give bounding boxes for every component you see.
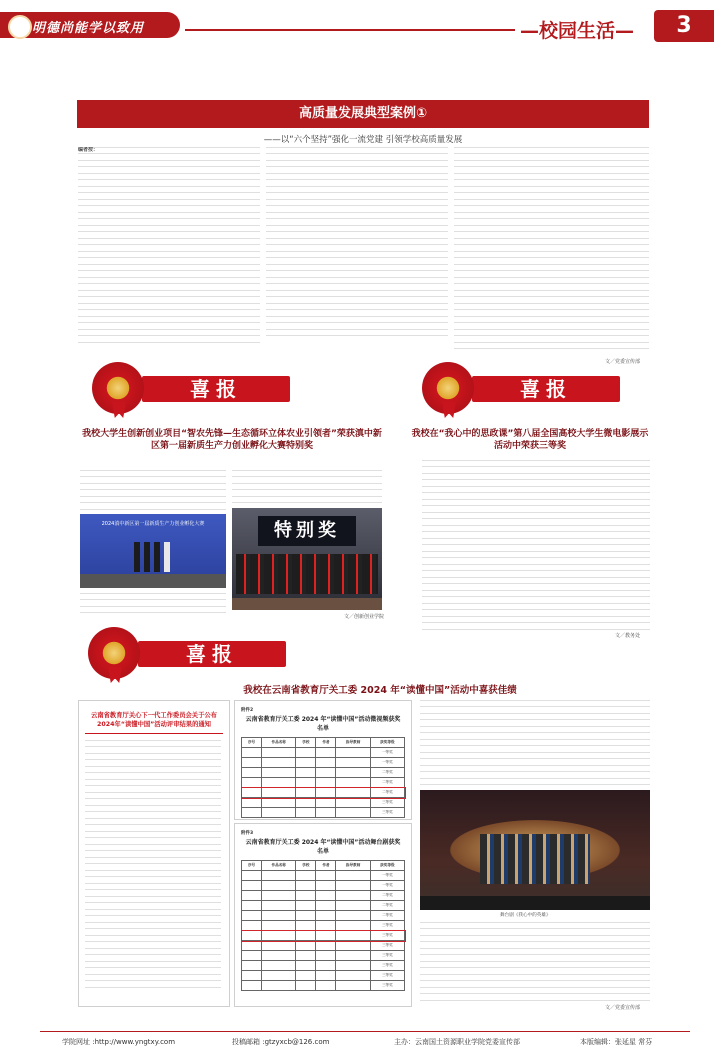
stage-floor xyxy=(80,574,226,588)
page-number: 3 xyxy=(654,10,714,42)
prize-cell: 一等奖 xyxy=(370,758,404,768)
notice-title: 云南省教育厅关心下一代工作委员会关于公布2024年“读懂中国”活动评审结果的通知 xyxy=(91,712,217,728)
award-screen xyxy=(258,516,356,546)
ceremony-backdrop-text: 2024滇中新区第一届新质生产力创业孵化大赛 xyxy=(101,521,205,527)
news1-photo-ceremony xyxy=(80,514,226,588)
table-header-cell: 获奖等级 xyxy=(370,861,404,871)
notice-document xyxy=(78,700,230,1007)
table-row xyxy=(242,911,405,921)
xibao-ribbon xyxy=(138,641,286,667)
feature-column-1 xyxy=(78,147,260,347)
feature-column-2 xyxy=(266,147,448,339)
table-row xyxy=(242,981,405,991)
prize-cell: 三等奖 xyxy=(370,981,404,991)
news1-title: 我校大学生创新创业项目“智农先锋—生态循环立体农业引领者”荣获滇中新区第一届新质生产力创业孵化大赛特别奖 xyxy=(82,429,382,451)
award-screen-text: 特别奖 xyxy=(274,520,340,541)
table-header-cell: 获奖等级 xyxy=(370,738,404,748)
stage-floor xyxy=(420,896,650,910)
person-figure xyxy=(164,542,170,572)
prize-cell: 三等奖 xyxy=(370,808,404,818)
ribbon-tails-icon xyxy=(108,667,122,683)
news3-photo-stage-play xyxy=(420,790,650,910)
table-header-row xyxy=(242,738,405,748)
table-header-cell: 学校 xyxy=(296,738,316,748)
footer-sponsor: 主办：云南国土资源职业学院党委宣传部 xyxy=(394,1038,520,1046)
table-row xyxy=(242,921,405,931)
table-row xyxy=(242,758,405,768)
prize-cell: 三等奖 xyxy=(370,941,404,951)
footer-website: 学院网址 :http://www.yngtxy.com xyxy=(62,1038,176,1046)
feature-banner xyxy=(77,100,649,128)
prize-cell: 一等奖 xyxy=(370,871,404,881)
prize-cell: 二等奖 xyxy=(370,788,404,798)
page-footer xyxy=(0,1027,727,1063)
person-figure xyxy=(144,542,150,572)
table-row xyxy=(242,798,405,808)
xibao-badge-1 xyxy=(92,362,292,414)
person-figure xyxy=(134,542,140,572)
table-row xyxy=(242,768,405,778)
feature-banner-title: 高质量发展典型案例① xyxy=(298,106,427,121)
table-row xyxy=(242,808,405,818)
prize-cell: 三等奖 xyxy=(370,961,404,971)
table-header-cell: 作者 xyxy=(316,738,336,748)
table-header-cell: 指导教师 xyxy=(336,738,370,748)
xibao-ribbon xyxy=(472,376,620,402)
doc3-title: 云南省教育厅关工委 2024 年“读懂中国”活动舞台剧获奖名单 xyxy=(245,839,401,855)
prize-cell: 二等奖 xyxy=(370,911,404,921)
prize-cell: 二等奖 xyxy=(370,778,404,788)
news3-title: 我校在云南省教育厅关工委 2024 年“读懂中国”活动中喜获佳绩 xyxy=(243,685,517,696)
news1-column-2 xyxy=(232,470,382,506)
notice-body xyxy=(85,740,221,990)
table-row xyxy=(242,961,405,971)
table-row xyxy=(242,891,405,901)
person-figure xyxy=(154,542,160,572)
prize-cell: 二等奖 xyxy=(370,891,404,901)
table-header-cell: 学校 xyxy=(296,861,316,871)
news1-signature: 文／创新创业学院 xyxy=(344,614,385,620)
school-motto: 明德尚能学以致用 xyxy=(32,21,145,36)
xibao-badge-2 xyxy=(422,362,622,414)
doc2-attachment-label: 附件2 xyxy=(241,708,254,713)
table-row xyxy=(242,951,405,961)
stage-play-award-list xyxy=(234,823,412,1007)
prize-cell: 三等奖 xyxy=(370,921,404,931)
news1-photo-award xyxy=(232,508,382,610)
table-row xyxy=(242,941,405,951)
table-header-row xyxy=(242,861,405,871)
prize-cell: 二等奖 xyxy=(370,901,404,911)
header-divider xyxy=(185,29,515,31)
news3-signature: 文／党委宣传部 xyxy=(605,1005,641,1011)
prize-cell: 三等奖 xyxy=(370,971,404,981)
footer-divider xyxy=(40,1031,690,1032)
microvideo-award-list xyxy=(234,700,412,820)
table-header-cell: 指导教师 xyxy=(336,861,370,871)
ribbon-tails-icon xyxy=(442,402,456,418)
prize-cell: 三等奖 xyxy=(370,951,404,961)
table-header-cell: 序号 xyxy=(242,861,262,871)
prize-cell: 一等奖 xyxy=(370,881,404,891)
table-row xyxy=(242,871,405,881)
news2-signature: 文／教务处 xyxy=(615,633,641,639)
doc3-table xyxy=(241,860,405,991)
feature-column-3 xyxy=(454,147,649,354)
xibao-ribbon xyxy=(142,376,290,402)
table-header-cell: 作品名称 xyxy=(262,738,296,748)
ribbon-tails-icon xyxy=(112,402,126,418)
xibao-text: 喜报 xyxy=(190,377,242,401)
news1-column-1 xyxy=(80,470,226,510)
awardees-row xyxy=(236,554,378,594)
table-header-cell: 作者 xyxy=(316,861,336,871)
xibao-text: 喜报 xyxy=(520,377,572,401)
news3-body-upper xyxy=(420,700,650,785)
prize-cell: 三等奖 xyxy=(370,798,404,808)
highlighted-table-row xyxy=(242,931,405,941)
news2-body xyxy=(422,460,650,630)
prize-cell: 三等奖 xyxy=(370,931,404,941)
stage-floor xyxy=(232,598,382,610)
school-logo-icon xyxy=(8,15,32,39)
notice-red-rule xyxy=(85,733,223,734)
section-title: —校园生活— xyxy=(520,20,635,42)
feature-subtitle: ——以“六个坚持”强化一流党建 引领学校高质量发展 xyxy=(263,135,463,145)
table-row xyxy=(242,971,405,981)
news3-photo-caption: 舞台剧《我心中的英雄》 xyxy=(500,913,551,918)
performers-group xyxy=(480,834,590,884)
news2-title: 我校在“我心中的思政课”第八届全国高校大学生微电影展示活动中荣获三等奖 xyxy=(411,429,649,451)
footer-editor: 本版编辑：张延星 常芬 xyxy=(580,1038,653,1046)
highlighted-table-row xyxy=(242,788,405,798)
xibao-badge-3 xyxy=(88,627,288,679)
xibao-text: 喜报 xyxy=(186,642,238,666)
doc2-table xyxy=(241,737,405,818)
table-header-cell: 作品名称 xyxy=(262,861,296,871)
page-header xyxy=(0,0,727,50)
news1-caption xyxy=(80,593,226,619)
prize-cell: 二等奖 xyxy=(370,768,404,778)
table-row xyxy=(242,901,405,911)
table-row xyxy=(242,748,405,758)
footer-email: 投稿邮箱 :gtzyxcb@126.com xyxy=(232,1038,330,1046)
table-row xyxy=(242,778,405,788)
prize-cell: 一等奖 xyxy=(370,748,404,758)
table-header-cell: 序号 xyxy=(242,738,262,748)
doc2-title: 云南省教育厅关工委 2024 年“读懂中国”活动微视频获奖名单 xyxy=(245,716,401,732)
feature-signature: 文／党委宣传部 xyxy=(605,359,641,365)
doc3-attachment-label: 附件3 xyxy=(241,831,254,836)
feature-lead: 编者按： xyxy=(78,147,99,153)
news3-body-lower xyxy=(420,922,650,1002)
table-row xyxy=(242,881,405,891)
